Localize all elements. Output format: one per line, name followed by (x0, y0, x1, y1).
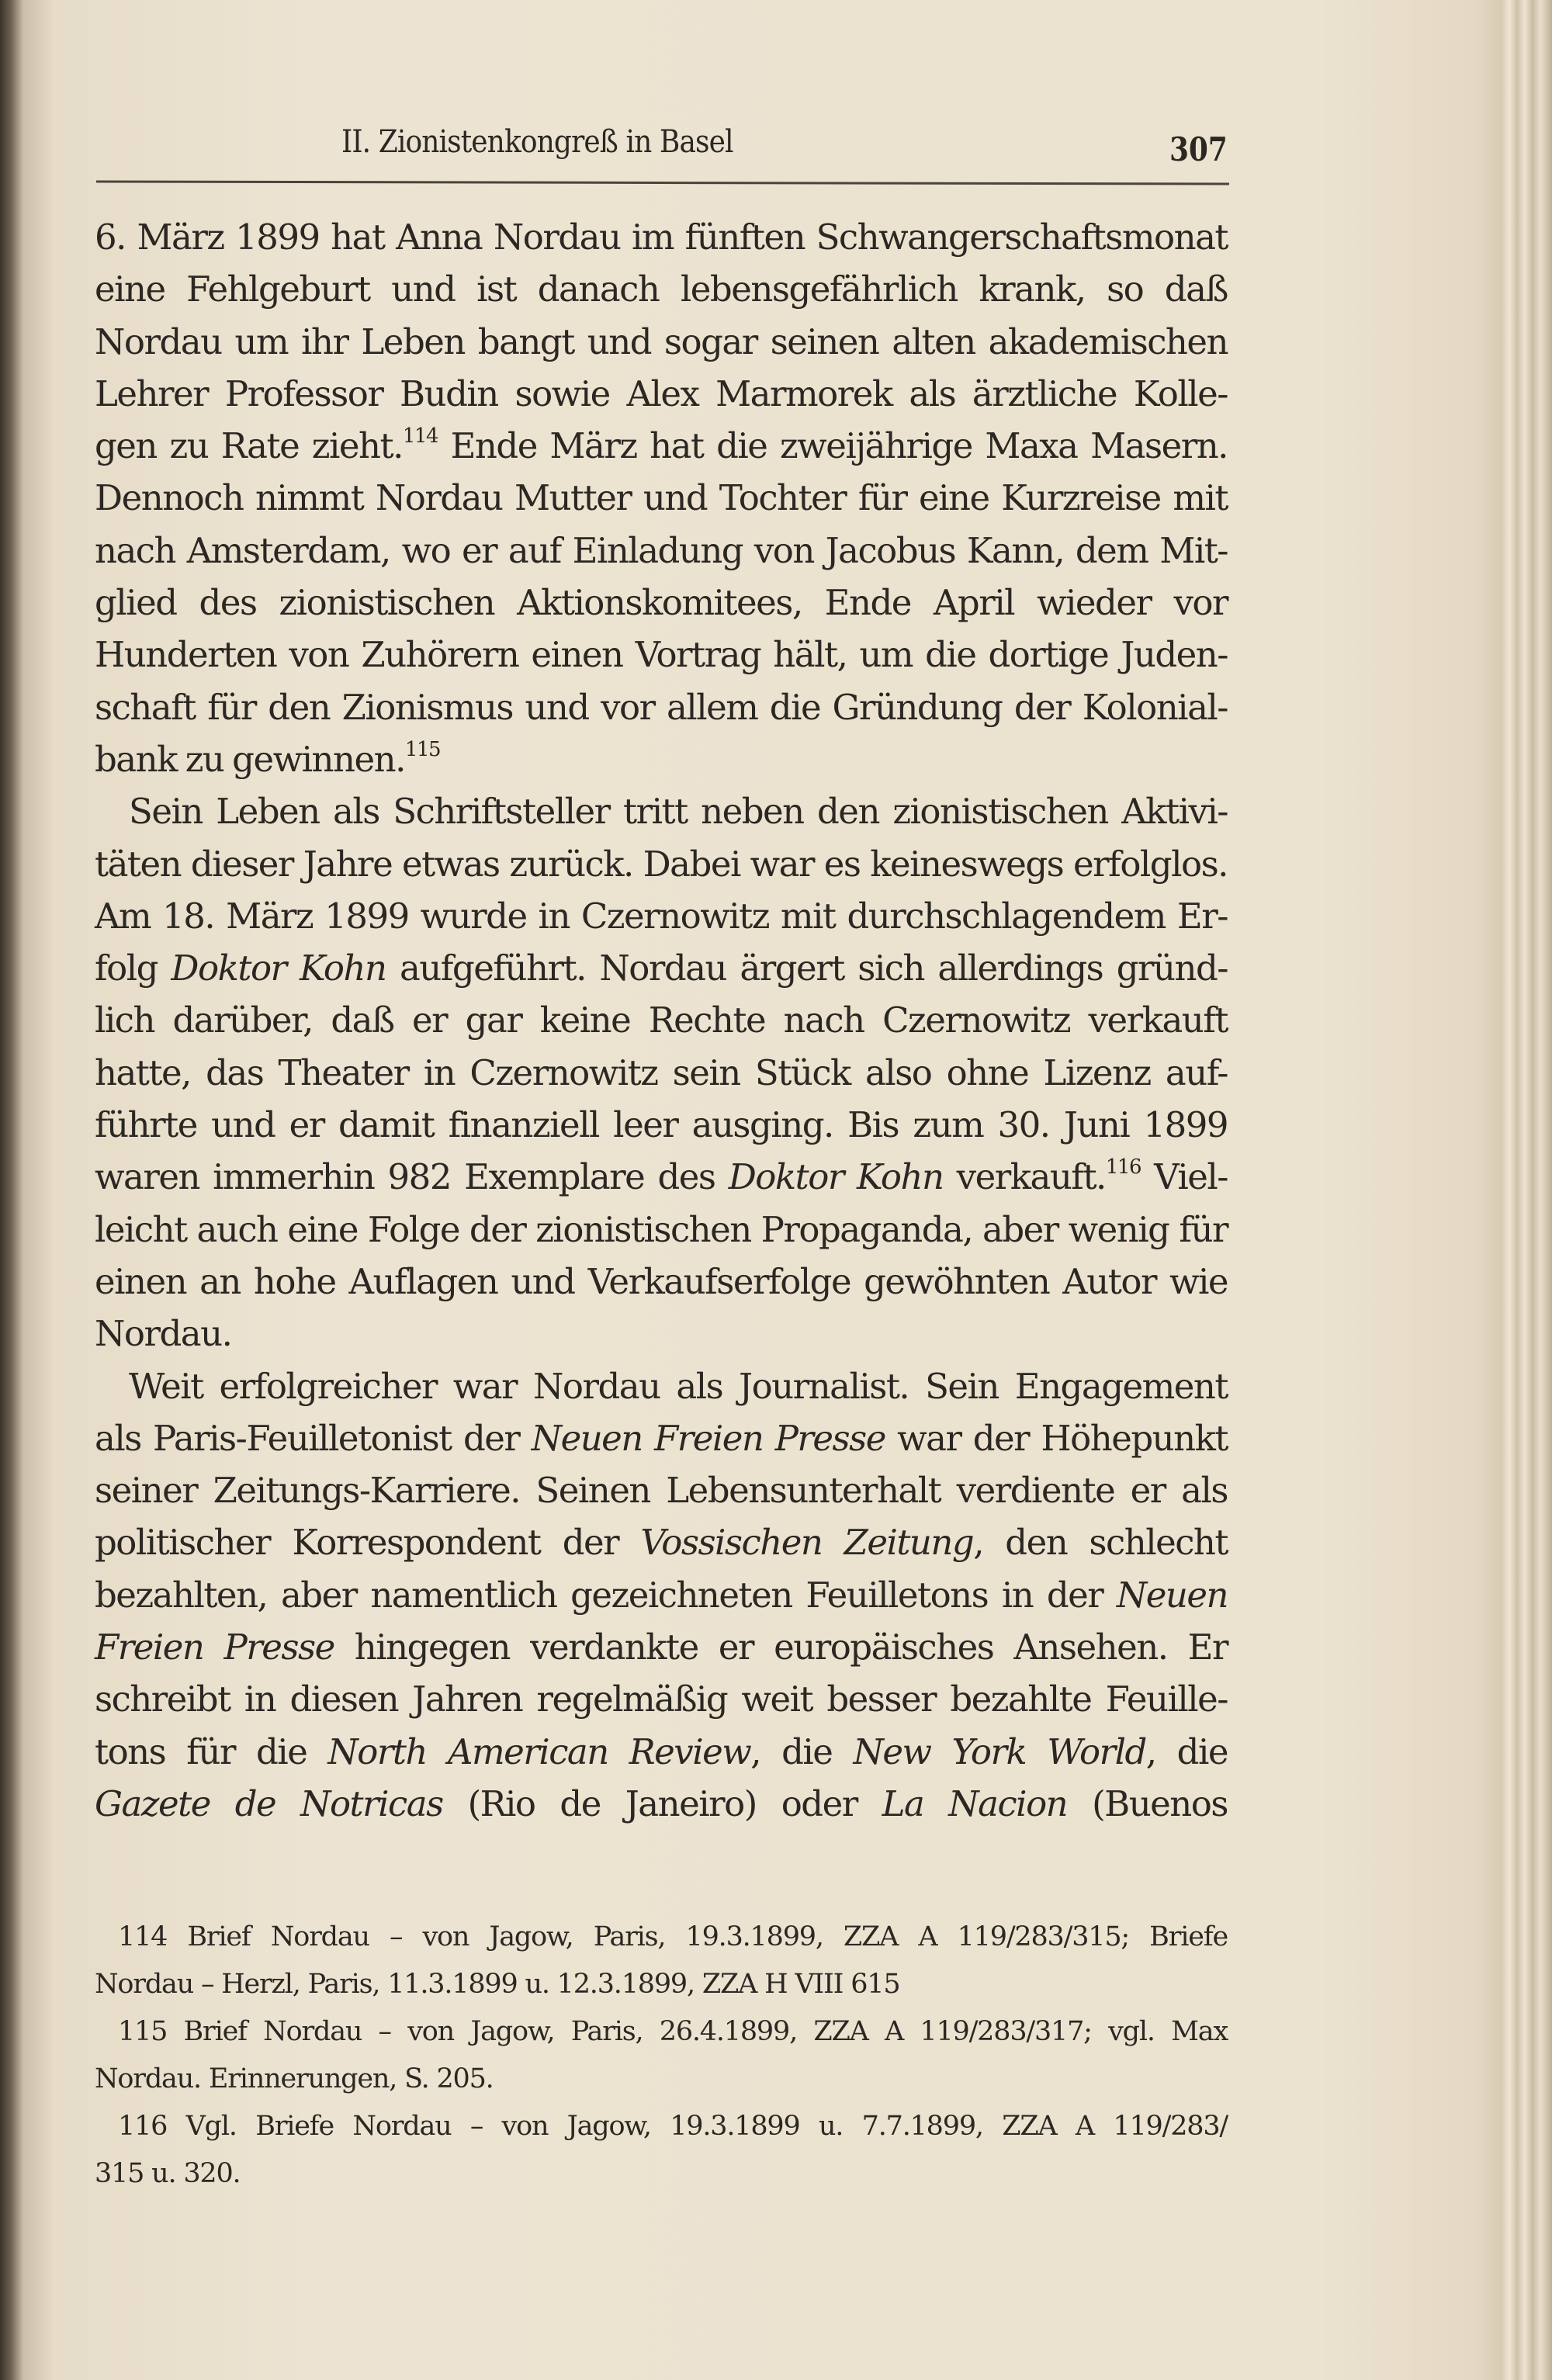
text-segment: bezahlten, aber namentlich gezeichneten Feuilletons in der (95, 1574, 1117, 1616)
text-segment: täten dieser Jahre etwas zurück. Dabei war es keineswegs erfolglos. (95, 843, 1228, 885)
italic-title: Freien Presse (95, 1627, 334, 1668)
text-segment: hatte, das Theater in Czernowitz sein Stück also ohne Lizenz auf- (95, 1051, 1228, 1093)
italic-title: Neuen (1116, 1574, 1228, 1616)
text-line (95, 890, 1228, 942)
footnote-line: 114 Brief Nordau – von Jagow, Paris, 19.3.1899, ZZA A 119/283/315; Briefe (118, 1921, 1228, 1952)
text-line (95, 316, 1228, 368)
text-segment: nach Amsterdam, wo er auf Einladung von Jacobus Kann, dem Mit- (95, 529, 1228, 571)
text-segment: (Rio de Janeiro) oder (442, 1782, 882, 1824)
text-segment: Nordau um ihr Leben bangt und sogar seinen alten akademischen (95, 320, 1228, 362)
text-line (95, 1778, 1228, 1830)
text-line (95, 525, 1228, 577)
paragraph (95, 211, 1228, 785)
footnote-reference: 115 (404, 737, 441, 761)
text-line (95, 1256, 1228, 1308)
text-segment: tons für die (95, 1730, 328, 1772)
italic-title: North American Review (327, 1730, 751, 1772)
footnote (95, 1914, 1228, 2008)
text-line (95, 1047, 1228, 1099)
footnote-reference: 116 (1105, 1155, 1141, 1180)
text-segment: 6. März 1899 hat Anna Nordau im fünften Schwangerschaftsmonat (95, 217, 1228, 258)
text-line (95, 1516, 1228, 1568)
text-segment: aufgeführt. Nordau ärgert sich allerdings gründ- (386, 947, 1228, 989)
text-line (95, 211, 1228, 263)
page-number: 307 (1169, 130, 1228, 168)
footnotes (95, 1914, 1228, 2198)
text-line (95, 1569, 1228, 1621)
text-line (95, 1204, 1228, 1256)
italic-title: Doktor Kohn (171, 947, 386, 989)
italic-title: Doktor Kohn (728, 1156, 944, 1198)
text-segment: waren immerhin 982 Exemplare des (95, 1156, 729, 1198)
text-segment: Lehrer Professor Budin sowie Alex Marmorek als ärztliche Kolle- (95, 372, 1228, 414)
text-segment: politischer Korrespondent der (95, 1522, 641, 1564)
paragraph (95, 785, 1228, 1360)
text-segment: Nordau. (95, 1313, 232, 1355)
text-segment: seiner Zeitungs-Karriere. Seinen Lebensunterhalt verdiente er als (95, 1470, 1228, 1512)
text-segment: Weit erfolgreicher war Nordau als Journalist. Sein Engagement (129, 1365, 1228, 1407)
text-segment: eine Fehlgeburt und ist danach lebensgefährlich krank, so daß (95, 268, 1228, 310)
text-line (95, 629, 1228, 681)
text-line (95, 681, 1228, 733)
text-line (95, 942, 1228, 994)
text-segment: als Paris-Feuilletonist der (95, 1417, 532, 1459)
text-segment: war der Höhepunkt (885, 1417, 1228, 1459)
text-line (95, 1151, 1228, 1203)
body-text (95, 211, 1228, 1830)
text-segment: schaft für den Zionismus und vor allem die Gründung der Kolonial- (95, 686, 1228, 728)
footnote (95, 2008, 1228, 2103)
text-segment: Viel- (1141, 1156, 1228, 1198)
footnote-reference: 114 (402, 424, 438, 449)
text-segment: Sein Leben als Schriftsteller tritt neben den zionistischen Aktivi- (129, 791, 1228, 833)
text-segment: Am 18. März 1899 wurde in Czernowitz mit durchschlagendem Er- (95, 895, 1228, 937)
header-rule (96, 180, 1229, 185)
text-line (95, 1099, 1228, 1151)
text-segment: glied des zionistischen Aktionskomitees, Ende April wieder vor (95, 582, 1228, 624)
text-segment: , die (1145, 1730, 1228, 1772)
running-title: II. Zionistenkongreß in Basel (341, 124, 733, 160)
italic-title: New York World (853, 1730, 1146, 1772)
footnote (95, 2103, 1228, 2198)
text-line (95, 1726, 1228, 1778)
text-line (95, 263, 1228, 315)
text-segment: verkauft. (943, 1156, 1106, 1198)
italic-title: La Nacion (882, 1782, 1068, 1824)
italic-title: Vossischen Zeitung (640, 1522, 974, 1564)
text-segment: (Buenos (1067, 1782, 1228, 1824)
footnote-line: Nordau – Herzl, Paris, 11.3.1899 u. 12.3.1899, ZZA H VIII 615 (95, 1969, 900, 2000)
text-segment: bank zu gewinnen. (95, 738, 405, 780)
italic-title: Gazete de Notricas (95, 1782, 443, 1824)
text-segment: führte und er damit finanziell leer ausging. Bis zum 30. Juni 1899 (95, 1104, 1228, 1146)
text-segment: , die (750, 1730, 854, 1772)
text-line (95, 472, 1228, 524)
text-line (95, 420, 1228, 472)
text-segment: , den schlecht (973, 1522, 1228, 1564)
text-segment: lich darüber, daß er gar keine Rechte nach Czernowitz verkauft (95, 999, 1228, 1041)
running-header (95, 124, 1228, 171)
text-segment: leicht auch eine Folge der zionistischen Propaganda, aber wenig für (95, 1208, 1228, 1250)
text-line (95, 1464, 1228, 1516)
text-segment: einen an hohe Auflagen und Verkaufserfolge gewöhnten Autor wie (95, 1260, 1228, 1302)
text-segment: Ende März hat die zweijährige Maxa Masern. (438, 425, 1228, 467)
text-line (95, 1412, 1228, 1464)
footnote-line: 315 u. 320. (95, 2158, 241, 2189)
text-segment: folg (95, 947, 171, 989)
text-line (95, 577, 1228, 629)
text-line (95, 733, 1228, 785)
text-line (95, 368, 1228, 420)
text-line (95, 785, 1228, 837)
italic-title: Neuen Freien Presse (531, 1417, 885, 1459)
footnote-line: 116 Vgl. Briefe Nordau – von Jagow, 19.3.1899 u. 7.7.1899, ZZA A 119/283/ (118, 2111, 1228, 2142)
footnote-line: 115 Brief Nordau – von Jagow, Paris, 26.4.1899, ZZA A 119/283/317; vgl. Max (118, 2016, 1228, 2047)
text-line (95, 1621, 1228, 1673)
text-segment: Hunderten von Zuhörern einen Vortrag hält, um die dortige Juden- (95, 634, 1228, 676)
paragraph (95, 1360, 1228, 1831)
text-segment: schreibt in diesen Jahren regelmäßig weit besser bezahlte Feuille- (95, 1678, 1228, 1720)
footnote-line: Nordau. Erinnerungen, S. 205. (95, 2063, 494, 2094)
text-line (95, 1360, 1228, 1412)
text-line (95, 1673, 1228, 1725)
text-line (95, 1308, 1228, 1360)
text-line (95, 994, 1228, 1046)
text-line (95, 838, 1228, 890)
text-segment: Dennoch nimmt Nordau Mutter und Tochter für eine Kurzreise mit (95, 477, 1228, 519)
text-segment: hingegen verdankte er europäisches Ansehen. Er (334, 1627, 1228, 1668)
text-segment: gen zu Rate zieht. (95, 425, 403, 467)
